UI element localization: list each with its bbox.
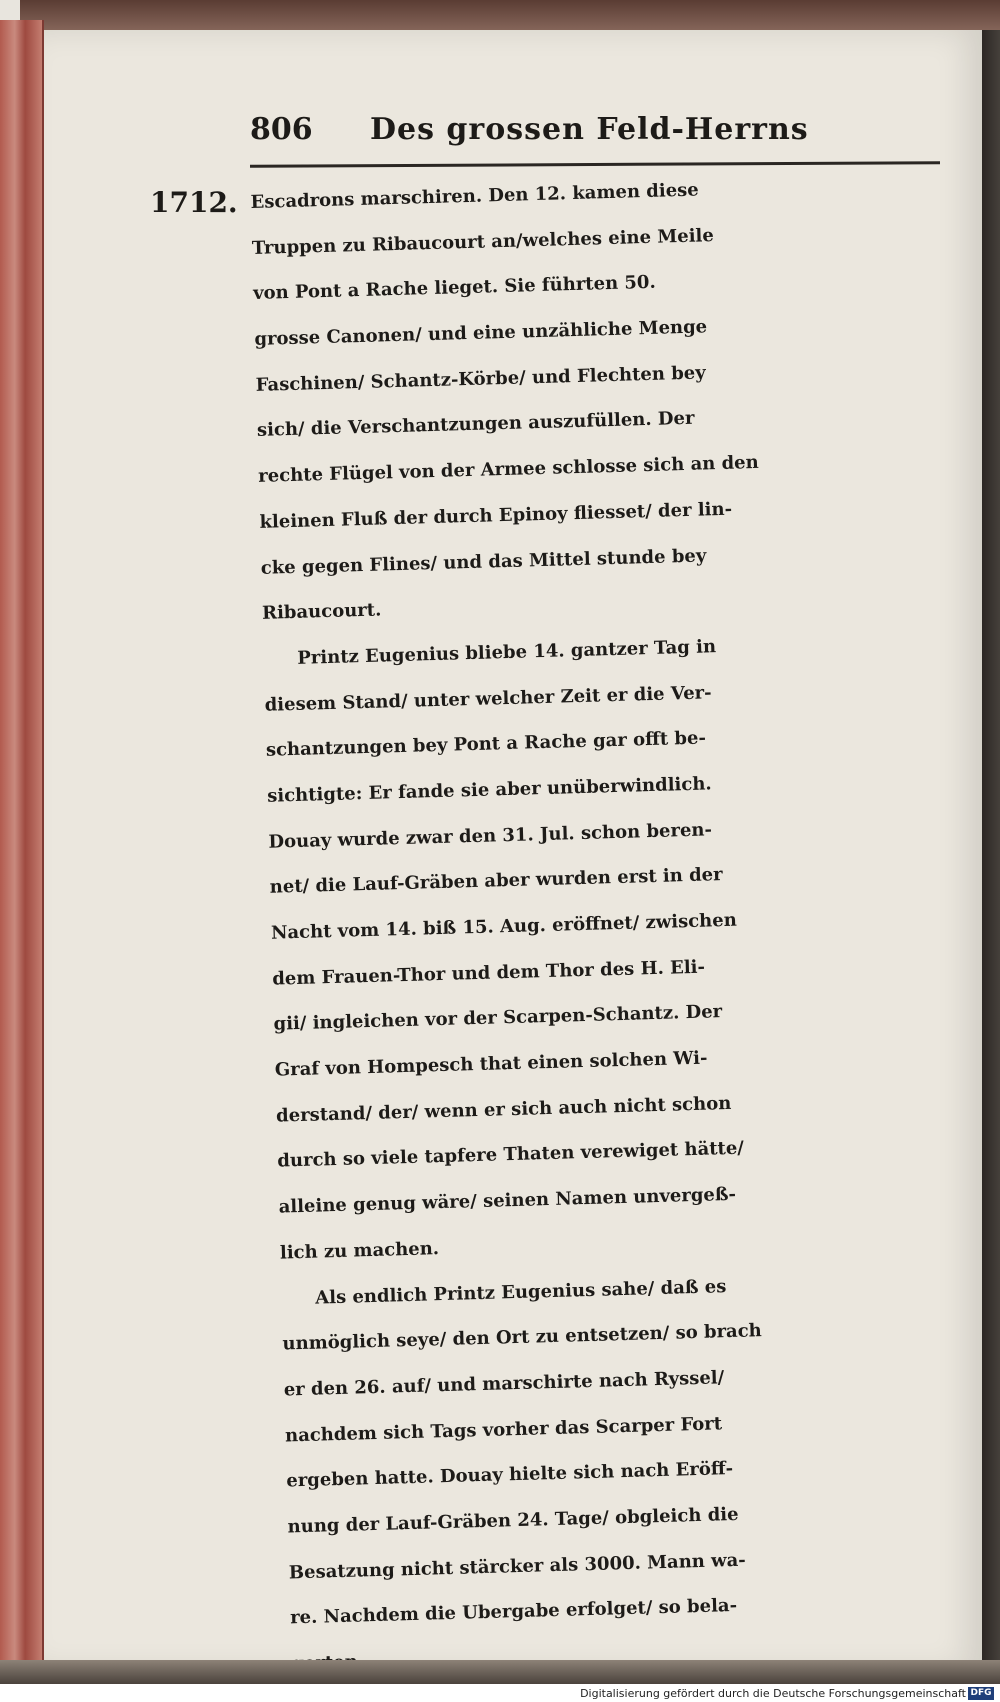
text-line: nung der Lauf-Gräben 24. Tage/ obgleich die xyxy=(287,1503,739,1538)
text-line: ergeben hatte. Douay hielte sich nach Eröff- xyxy=(286,1458,734,1492)
text-line: alleine genug wäre/ seinen Namen unvergeß- xyxy=(278,1183,737,1218)
text-line: diesem Stand/ unter welcher Zeit er die Ver- xyxy=(264,681,712,716)
text-line: Ribaucourt. xyxy=(261,599,382,625)
text-line: net/ die Lauf-Gräben aber wurden erst in der xyxy=(269,864,723,899)
page-number: 806 xyxy=(250,112,313,147)
text-line: derstand/ der/ wenn er sich auch nicht schon xyxy=(275,1092,732,1127)
footer-bar xyxy=(0,1684,1000,1702)
text-line: Graf von Hompesch that einen solchen Wi- xyxy=(274,1047,708,1081)
book-top-edge xyxy=(20,0,1000,34)
text-line: lich zu machen. xyxy=(279,1237,440,1264)
text-line: nachdem sich Tags vorher das Scarper Fort xyxy=(284,1412,723,1447)
text-line: kleinen Fluß der durch Epinoy fliesset/ der lin- xyxy=(259,498,733,533)
text-line: Nacht vom 14. biß 15. Aug. eröffnet/ zwischen xyxy=(270,909,738,944)
text-line: Printz Eugenius bliebe 14. gantzer Tag in xyxy=(297,636,717,669)
text-line: grosse Canonen/ und eine unzähliche Menge xyxy=(254,316,708,350)
page-header xyxy=(250,112,950,158)
book-page-edges xyxy=(0,20,44,1670)
text-line: dem Frauen-Thor und dem Thor des H. Eli- xyxy=(272,956,706,990)
text-line: schantzungen bey Pont a Rache gar offt be- xyxy=(265,727,707,762)
text-line: Truppen zu Ribaucourt an/welches eine Meile xyxy=(251,224,715,259)
text-line: cke gegen Flines/ und das Mittel stunde bey xyxy=(260,544,707,579)
text-line: Douay wurde zwar den 31. Jul. schon beren- xyxy=(268,818,713,853)
text-line: Escadrons marschiren. Den 12. kamen diese xyxy=(250,179,700,213)
margin-year-note: 1712. xyxy=(150,186,238,219)
text-line: er den 26. auf/ und marschirte nach Ryssel/ xyxy=(283,1367,725,1401)
text-line: sich/ die Verschantzungen auszufüllen. Der xyxy=(256,408,695,442)
text-line: Besatzung nicht stärcker als 3000. Mann wa- xyxy=(288,1549,747,1584)
text-line: re. Nachdem die Ubergabe erfolget/ so bela- xyxy=(289,1595,738,1629)
text-line: sichtigte: Er fande sie aber unüberwindlich. xyxy=(266,773,712,807)
running-head: Des grossen Feld-Herrns xyxy=(370,112,809,147)
text-line: Faschinen/ Schantz-Körbe/ und Flechten bey xyxy=(255,362,706,396)
text-line: rechte Flügel von der Armee schlosse sich an den xyxy=(257,452,759,488)
text-line: gii/ ingleichen vor der Scarpen-Schantz. Der xyxy=(273,1001,723,1036)
dfg-logo: DFG xyxy=(968,1687,994,1700)
text-line: Als endlich Printz Eugenius sahe/ daß es xyxy=(314,1275,727,1309)
book-bottom-edge xyxy=(0,1660,1000,1684)
text-line: durch so viele tapfere Thaten verewiget hätte/ xyxy=(277,1138,745,1173)
body-text xyxy=(250,160,992,1687)
digitization-credit: Digitalisierung gefördert durch die Deutsche Forschungsgemeinschaft xyxy=(580,1687,966,1700)
text-line: von Pont a Rache lieget. Sie führten 50. xyxy=(252,272,657,305)
text-line: unmöglich seye/ den Ort zu entsetzen/ so brach xyxy=(282,1320,763,1355)
